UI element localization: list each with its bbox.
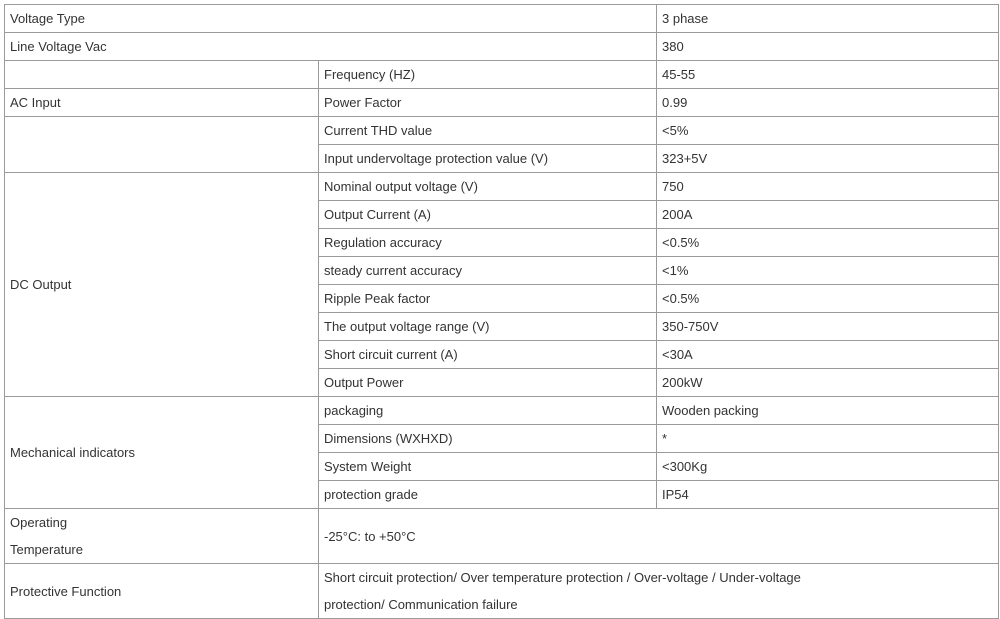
ac-input-group-label: AC Input: [5, 89, 319, 117]
spec-value: 350-750V: [657, 313, 999, 341]
spec-label: Short circuit current (A): [319, 341, 657, 369]
protective-function-value-line2: protection/ Communication failure: [324, 597, 518, 612]
spec-value: 323+5V: [657, 145, 999, 173]
spec-value: Wooden packing: [657, 397, 999, 425]
spec-value: *: [657, 425, 999, 453]
protective-function-label: Protective Function: [5, 564, 319, 619]
table-row: [5, 173, 999, 201]
spec-value: IP54: [657, 481, 999, 509]
table-row: [5, 117, 999, 145]
spec-value: <30A: [657, 341, 999, 369]
table-row: [5, 33, 999, 61]
mechanical-group-label: Mechanical indicators: [5, 397, 319, 509]
voltage-type-label: Voltage Type: [5, 5, 657, 33]
spec-value: 200kW: [657, 369, 999, 397]
operating-temperature-value: -25°C: to +50°C: [319, 509, 999, 564]
operating-temperature-label-line2: Temperature: [10, 542, 83, 557]
voltage-type-value: 3 phase: [657, 5, 999, 33]
spec-value: <0.5%: [657, 285, 999, 313]
table-row: [5, 5, 999, 33]
spec-label: Current THD value: [319, 117, 657, 145]
table-row: [5, 89, 999, 117]
operating-temperature-label: [5, 509, 319, 564]
spec-label: Output Current (A): [319, 201, 657, 229]
spec-label: Dimensions (WXHXD): [319, 425, 657, 453]
spec-label: Nominal output voltage (V): [319, 173, 657, 201]
spec-value: 200A: [657, 201, 999, 229]
spec-label: packaging: [319, 397, 657, 425]
spec-label: Regulation accuracy: [319, 229, 657, 257]
line-voltage-value: 380: [657, 33, 999, 61]
protective-function-value: [319, 564, 999, 619]
dc-output-group-label: DC Output: [5, 173, 319, 397]
spec-value: 45-55: [657, 61, 999, 89]
spec-label: steady current accuracy: [319, 257, 657, 285]
ac-input-blank-cell: [5, 61, 319, 89]
spec-label: Ripple Peak factor: [319, 285, 657, 313]
specification-table: [4, 4, 999, 619]
spec-label: Power Factor: [319, 89, 657, 117]
spec-label: System Weight: [319, 453, 657, 481]
line-voltage-label: Line Voltage Vac: [5, 33, 657, 61]
protective-function-value-line1: Short circuit protection/ Over temperature protection / Over-voltage / Under-voltage: [324, 570, 801, 585]
table-row: [5, 61, 999, 89]
table-row: [5, 564, 999, 619]
ac-input-blank-cell: [5, 117, 319, 173]
table-row: [5, 397, 999, 425]
spec-label: Input undervoltage protection value (V): [319, 145, 657, 173]
spec-value: <1%: [657, 257, 999, 285]
spec-value: <300Kg: [657, 453, 999, 481]
spec-value: 750: [657, 173, 999, 201]
spec-value: 0.99: [657, 89, 999, 117]
spec-label: The output voltage range (V): [319, 313, 657, 341]
spec-label: Output Power: [319, 369, 657, 397]
spec-label: protection grade: [319, 481, 657, 509]
operating-temperature-label-line1: Operating: [10, 515, 68, 530]
spec-value: <0.5%: [657, 229, 999, 257]
spec-value: <5%: [657, 117, 999, 145]
table-row: [5, 509, 999, 564]
spec-label: Frequency (HZ): [319, 61, 657, 89]
